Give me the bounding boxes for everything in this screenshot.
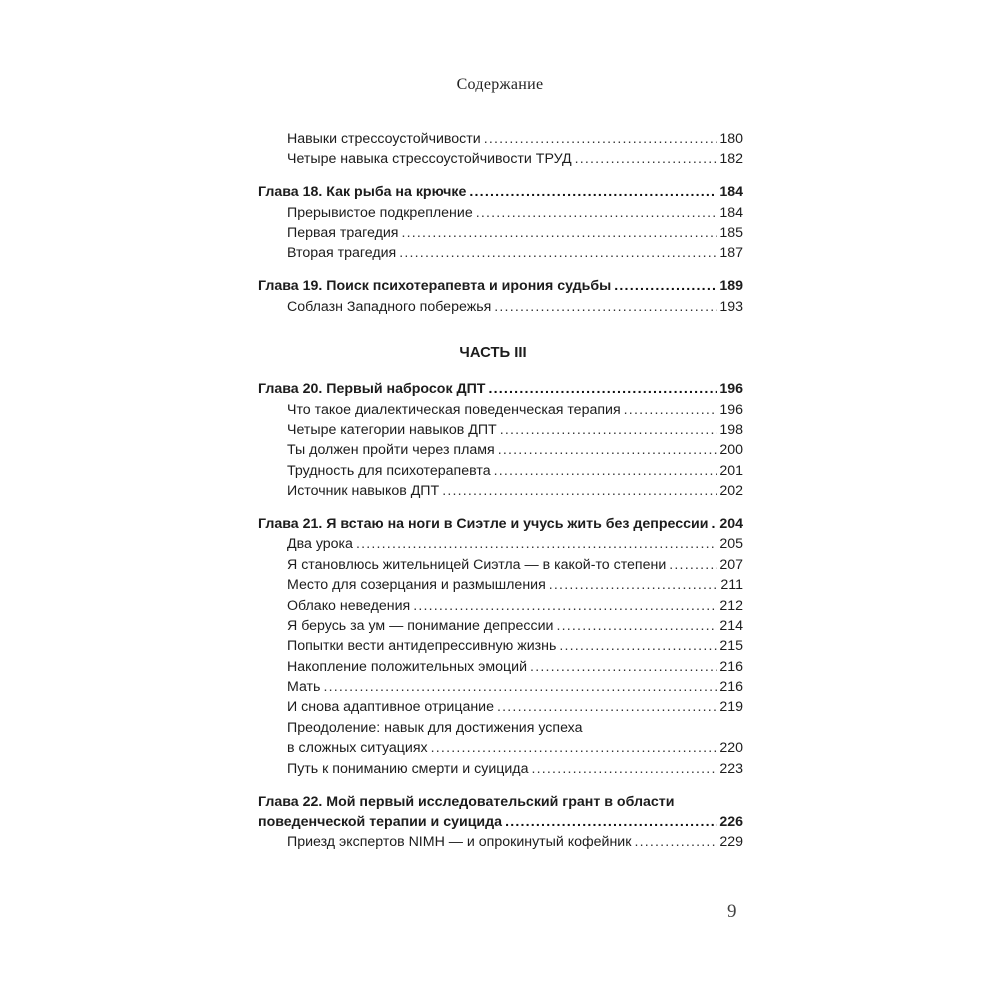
toc-chapter-18[interactable] [258,182,743,202]
toc-entry[interactable] [258,832,743,852]
toc-entry[interactable] [258,440,743,460]
toc-entry[interactable] [258,481,743,501]
entry-page: 182 [719,151,743,168]
dot-leader [399,243,717,263]
dot-leader [556,616,717,636]
toc-entry[interactable] [258,534,743,554]
part-heading: ЧАСТЬ III [459,345,527,362]
chapter-title: Глава 18. Как рыба на крючке [258,184,467,201]
page-number: 9 [727,901,737,922]
running-head: Содержание [456,76,544,93]
dot-leader [575,149,718,169]
toc-entry[interactable] [258,243,743,263]
chapter-page: 204 [719,515,743,532]
dot-leader [484,129,718,149]
entry-page: 180 [719,131,743,147]
toc-entry[interactable] [258,223,743,243]
dot-leader [488,379,717,399]
entry-page: 220 [719,740,743,757]
entry-title: Приезд экспертов NIMH — и опрокинутый кофейник [287,834,632,851]
entry-title: Прерывистое подкрепление [287,204,473,221]
entry-page: 187 [719,245,743,262]
entry-title: Я становлюсь жительницей Сиэтла — в какой-то степени [287,556,667,573]
entry-page: 184 [719,204,743,221]
chapter-title: Глава 21. Я встаю на ноги в Сиэтле и учусь жить без депрессии [258,515,709,532]
dot-leader [476,203,718,223]
entry-page: 207 [719,556,743,573]
entry-page: 211 [720,577,743,594]
entry-title: Четыре навыка стрессоустойчивости ТРУД [287,151,572,168]
entry-title: Трудность для психотерапевта [287,462,491,479]
entry-title: Четыре категории навыков ДПТ [287,421,497,438]
dot-leader [549,575,719,595]
entry-page: 216 [719,658,743,675]
entry-title: Первая трагедия [287,225,399,242]
entry-page: 205 [719,536,743,553]
toc-entry[interactable] [258,461,743,481]
entry-title: Соблазн Западного побережья [287,298,492,315]
toc-entry[interactable] [258,677,743,697]
entry-title: Навыки стрессоустойчивости [287,131,481,147]
part-gap [258,363,743,379]
chapter-title: Глава 19. Поиск психотерапевта и ирония судьбы [258,278,612,295]
entry-page: 201 [719,462,743,479]
table-of-contents [258,129,743,853]
toc-entry[interactable] [258,149,743,169]
dot-leader [413,596,717,616]
toc-entry[interactable] [258,297,743,317]
toc-entry[interactable] [258,759,743,779]
toc-chapter-22-line[interactable]: Глава 22. Мой первый исследовательский грант в области [258,793,675,810]
entry-page: 198 [719,421,743,438]
dot-leader [442,481,717,501]
toc-entry[interactable] [258,616,743,636]
toc-entry[interactable] [258,697,743,717]
chapter-title: Глава 20. Первый набросок ДПТ [258,381,486,398]
dot-leader [356,534,717,554]
dot-leader [500,420,718,440]
entry-page: 200 [719,442,743,459]
dot-leader [494,461,718,481]
dot-leader [497,697,717,717]
entry-page: 196 [719,401,743,418]
toc-entry[interactable] [258,400,743,420]
dot-leader [498,440,718,460]
chapter-title: поведенческой терапии и суицида [258,813,503,830]
entry-title: Два урока [287,536,353,553]
entry-title: Путь к пониманию смерти и суицида [287,760,529,777]
entry-page: 193 [719,298,743,315]
chapter-page: 196 [719,381,743,398]
dot-leader [494,297,717,317]
toc-chapter-19[interactable] [258,276,743,296]
dot-leader [401,223,717,243]
dot-leader [711,514,717,534]
dot-leader [624,400,718,420]
toc-entry[interactable] [258,575,743,595]
toc-entry-line[interactable]: Преодоление: навык для достижения успеха [287,719,583,736]
toc-entry[interactable] [258,596,743,616]
toc-entry[interactable] [258,129,743,149]
entry-title: Источник навыков ДПТ [287,483,440,500]
entry-page: 219 [719,699,743,716]
entry-page: 223 [719,760,743,777]
entry-title: Мать [287,679,321,696]
entry-title: И снова адаптивное отрицание [287,699,494,716]
entry-page: 212 [719,597,743,614]
entry-title: Накопление положительных эмоций [287,658,528,675]
dot-leader [505,812,717,832]
entry-title: Что такое диалектическая поведенческая терапия [287,401,621,418]
toc-chapter-22[interactable] [258,812,743,832]
entry-page: 215 [719,638,743,655]
toc-entry[interactable] [258,738,743,758]
dot-leader [559,636,717,656]
toc-entry[interactable] [258,555,743,575]
entry-title: Я берусь за ум — понимание депрессии [287,617,554,634]
part-gap [258,317,743,343]
dot-leader [323,677,717,697]
toc-chapter-21[interactable] [258,514,743,534]
section-gap [258,170,743,183]
chapter-page: 226 [719,813,743,830]
toc-entry[interactable] [258,636,743,656]
chapter-page: 189 [719,278,743,295]
entry-title: Вторая трагедия [287,245,397,262]
entry-title: Место для созерцания и размышления [287,577,546,594]
dot-leader [634,832,717,852]
entry-page: 202 [719,483,743,500]
entry-page: 229 [719,834,743,851]
toc-chapter-20[interactable] [258,379,743,399]
toc-entry[interactable] [258,657,743,677]
section-gap [258,264,743,277]
section-gap [258,501,743,514]
dot-leader [469,182,717,202]
entry-page: 185 [719,225,743,242]
dot-leader [669,555,717,575]
entry-title: Попытки вести антидепрессивную жизнь [287,638,557,655]
toc-entry[interactable] [258,203,743,223]
dot-leader [431,738,718,758]
entry-page: 214 [719,617,743,634]
dot-leader [614,276,717,296]
toc-entry[interactable] [258,420,743,440]
entry-title: в сложных ситуациях [287,740,428,757]
dot-leader [531,759,717,779]
chapter-page: 184 [719,184,743,201]
entry-page: 216 [719,679,743,696]
dot-leader [530,657,717,677]
entry-title: Облако неведения [287,597,411,614]
section-gap [258,779,743,792]
entry-title: Ты должен пройти через пламя [287,442,495,459]
